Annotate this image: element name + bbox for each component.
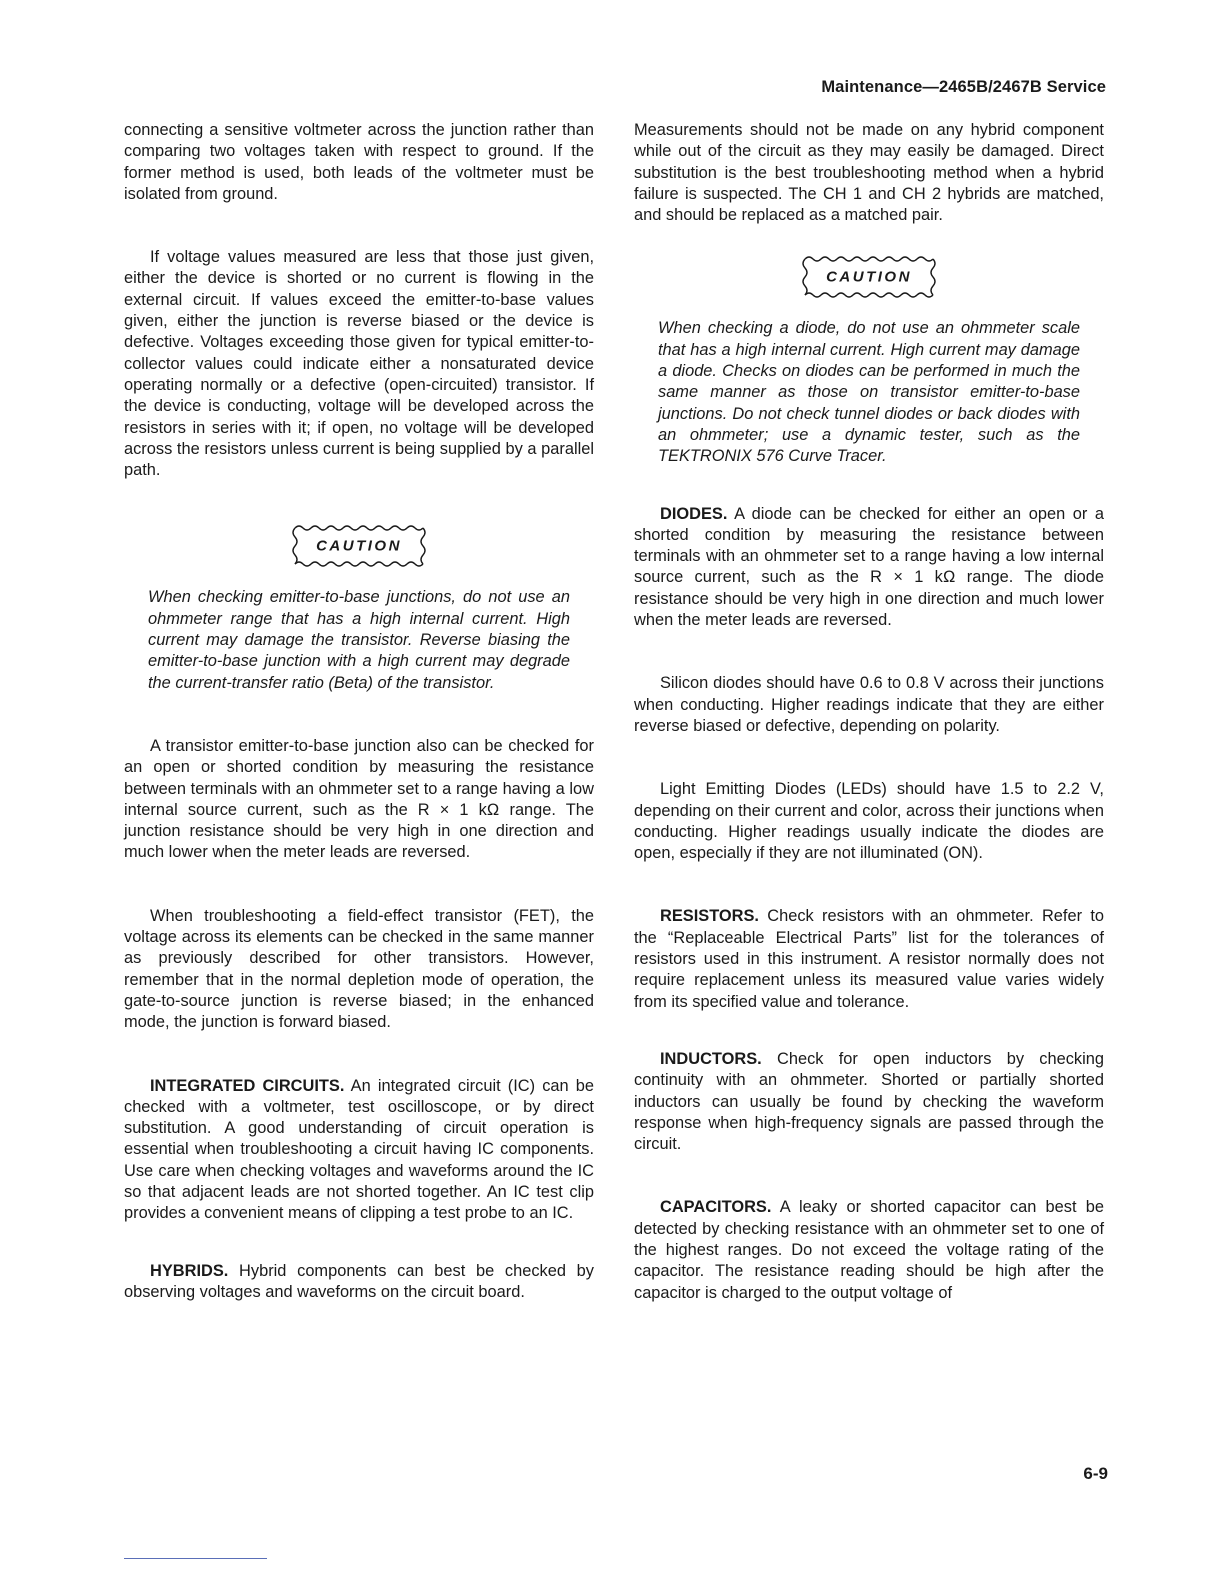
caution-banner [289, 523, 429, 569]
footer-divider [124, 1558, 267, 1559]
caution-label: CAUTION [316, 537, 402, 555]
running-header: Maintenance—2465B/2467B Service [821, 78, 1106, 96]
body-capacitors: A leaky or shorted capacitor can best be detected by checking resistance with an ohmmeter set to one of the highest ranges. Do not exceed the voltage rating of the capacitor. The resistance reading should be high after the capacitor is charged to the output voltage of [634, 1198, 1104, 1302]
right-column [634, 120, 1104, 1304]
heading-diodes: DIODES. [660, 504, 728, 523]
caution-notice-diode [634, 254, 1104, 300]
paragraph-silicon-diodes: Silicon diodes should have 0.6 to 0.8 V across their junctions when conducting. Higher readings indicate that they are either reverse biased or defective, depending on polarity. [634, 674, 1104, 735]
heading-integrated-circuits: INTEGRATED CIRCUITS. [150, 1076, 345, 1095]
paragraph-leds: Light Emitting Diodes (LEDs) should have 1.5 to 2.2 V, depending on their current and color, across their junctions when conducting. Higher readings usually indicate the diodes are open, especially if they are not illuminated (ON). [634, 780, 1104, 863]
body-resistors: Check resistors with an ohmmeter. Refer to the “Replaceable Electrical Parts” list for the tolerances of resistors used in this instrument. A resistor normally does not require replacement unless its measured value varies widely from its specified value and tolerance. [634, 907, 1104, 1011]
paragraph-inductors [634, 1049, 1104, 1155]
body-integrated-circuits: An integrated circuit (IC) can be checked with a voltmeter, test oscilloscope, or by direct substitution. A good understanding of circuit operation is essential when troubleshooting a circuit having IC components. Use care when checking voltages and waveforms around the IC so that adjacent leads are not shorted together. An IC test clip provides a convenient means of clipping a test probe to an IC. [124, 1076, 594, 1223]
paragraph-voltage-values: If voltage values measured are less that those just given, either the device is shorted or no current is flowing in the external circuit. If values exceed the emitter-to-base values given, either the junction is reverse biased or the device is defective. Voltages exceeding those given for typical emitter-to-collector values could indicate either a nonsaturated device operating normally or a defective (open-circuited) transistor. If the device is conducting, voltage will be developed across the resistors in series with it; if open, no voltage will be developed across the resistors unless current is being supplied by a parallel path. [124, 248, 594, 480]
heading-resistors: RESISTORS. [660, 907, 759, 926]
heading-inductors: INDUCTORS. [660, 1049, 762, 1068]
caution-notice-transistor [124, 523, 594, 569]
paragraph-resistors [634, 906, 1104, 1012]
paragraph-hybrids [124, 1261, 594, 1304]
left-column [124, 120, 594, 1303]
body-diodes: A diode can be checked for either an open or a shorted condition by measuring the resistance between terminals with an ohmmeter set to a range having a low internal source current, such as the R × 1 kΩ range. The diode resistance should be very high in one direction and much lower when the meter leads are reversed. [634, 504, 1104, 630]
heading-hybrids: HYBRIDS. [150, 1261, 229, 1280]
caution-text-transistor: When checking emitter-to-base junctions, do not use an ohmmeter range that has a high internal current. High current may damage the transistor. Reverse biasing the emitter-to-base junction with a high current may degrade the current-transfer ratio (Beta) of the transistor. [148, 588, 570, 692]
caution-banner [799, 254, 939, 300]
paragraph-hybrid-measurement: Measurements should not be made on any hybrid component while out of the circuit as they may easily be damaged. Direct substitution is the best troubleshooting method when a hybrid failure is suspected. The CH 1 and CH 2 hybrids are matched, and should be replaced as a matched pair. [634, 121, 1104, 225]
body-hybrids: Hybrid components can best be checked by observing voltages and waveforms on the circuit board. [124, 1261, 594, 1301]
paragraph-diodes [634, 504, 1104, 632]
paragraph-junction-measurement: connecting a sensitive voltmeter across the junction rather than comparing two voltages taken with respect to ground. If the former method is used, both leads of the voltmeter must be isolated from ground. [124, 121, 594, 203]
caution-text-diode: When checking a diode, do not use an ohmmeter scale that has a high internal current. High current may damage a diode. Checks on diodes can be performed in much the same manner as those on transistor emitter-to-base junctions. Do not check tunnel diodes or back diodes with an ohmmeter; use a dynamic tester, such as the TEKTRONIX 576 Curve Tracer. [658, 319, 1080, 466]
paragraph-integrated-circuits [124, 1076, 594, 1225]
body-inductors: Check for open inductors by checking continuity with an ohmmeter. Shorted or partially shorted inductors can usually be found by checking the waveform response when high-frequency signals are passed through the circuit. [634, 1049, 1104, 1154]
heading-capacitors: CAPACITORS. [660, 1198, 772, 1217]
paragraph-capacitors [634, 1197, 1104, 1303]
caution-label: CAUTION [826, 268, 912, 286]
paragraph-emitter-base-check: A transistor emitter-to-base junction also can be checked for an open or shorted condition by measuring the resistance between terminals with an ohmmeter set to a range having a low internal source current, such as the R × 1 kΩ range. The junction resistance should be very high in one direction and much lower when the meter leads are reversed. [124, 736, 594, 862]
paragraph-fet: When troubleshooting a field-effect transistor (FET), the voltage across its elements can be checked in the same manner as previously described for other transistors. However, remember that in the normal depletion mode of operation, the gate-to-source junction is reverse biased; in the enhanced mode, the junction is forward biased. [124, 906, 594, 1032]
page-number: 6-9 [1083, 1464, 1108, 1483]
